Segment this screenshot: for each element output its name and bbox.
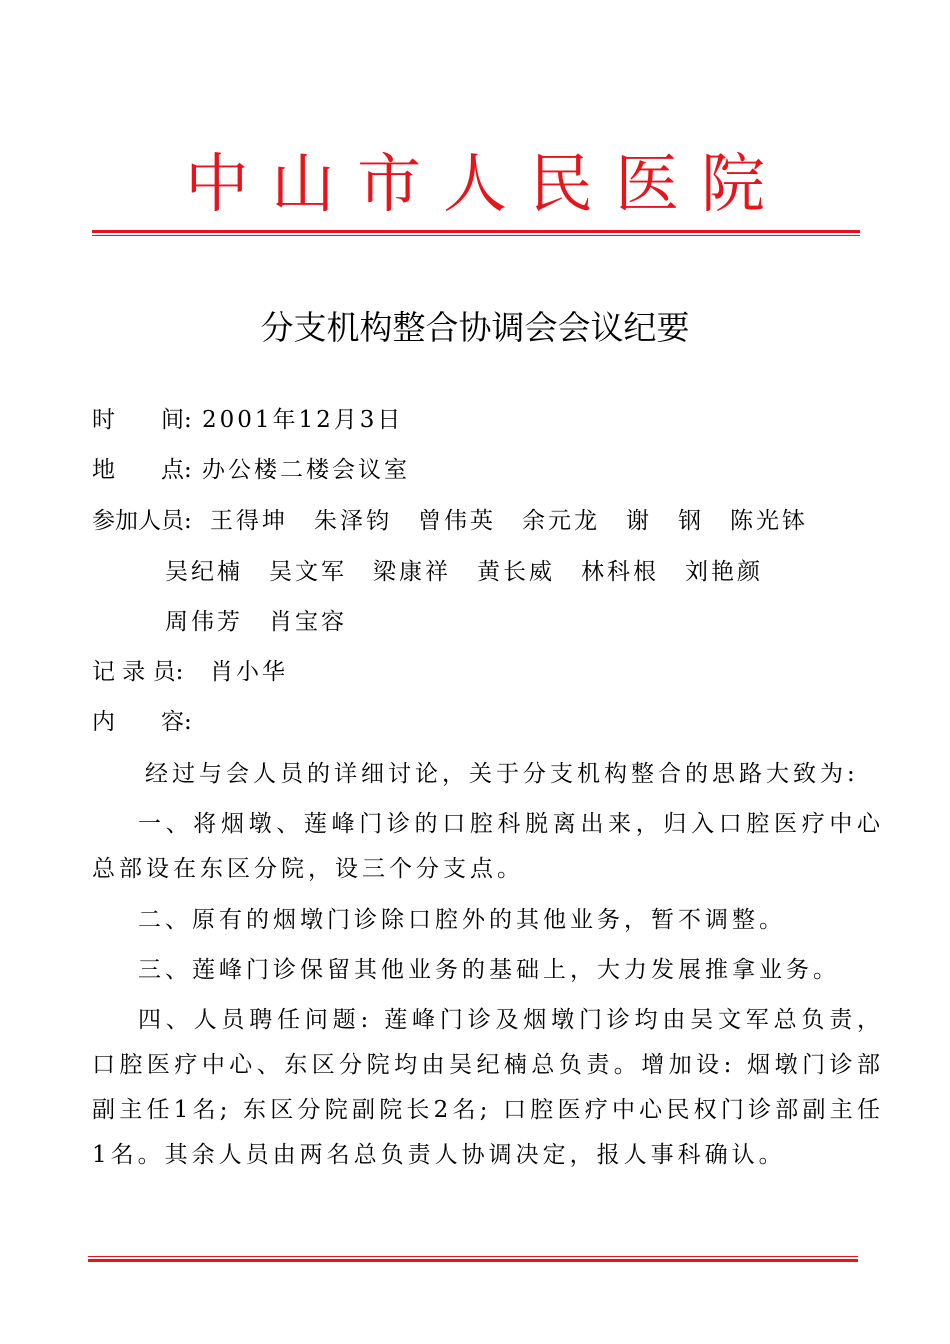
item-4-paragraph: 四、人员聘任问题: 莲峰门诊及烟墩门诊均由吴文军总负责，口腔医疗中心、东区分院均由吴纪楠总负责。增加设: 烟墩门诊部副主任1名; 东区分院副院长2名; 口腔医疗中心民权门诊部副主任1名。其余人员由两名总负责人协调决定，报人事科确认。: [92, 1007, 884, 1168]
place-label: 地 点:: [92, 457, 192, 483]
recorder-value: 肖小华: [210, 659, 288, 685]
attendees-line-2: 吴纪楠 吴文军 梁康祥 黄长威 林科根 刘艳颜: [165, 559, 763, 585]
footer-divider-thick-line: [88, 1259, 858, 1262]
document-title: 分支机构整合协调会会议纪要: [260, 308, 690, 347]
intro-paragraph: 经过与会人员的详细讨论，关于分支机构整合的思路大致为:: [145, 761, 859, 787]
header-divider: [92, 230, 860, 236]
item-3-paragraph: 三、莲峰门诊保留其他业务的基础上，大力发展推拿业务。: [138, 957, 840, 983]
header-divider-thin-line: [92, 235, 860, 236]
time-label: 时 间:: [92, 407, 192, 433]
time-field: [92, 403, 403, 437]
content-field: [92, 705, 202, 739]
attendees-line-1: 王得坤 朱泽钧 曾伟英 余元龙 谢 钢 陈光钵: [210, 508, 808, 534]
attendees-label: 参加人员:: [92, 508, 192, 534]
attendees-field: [92, 504, 808, 538]
footer-divider: [88, 1256, 858, 1262]
item-2-paragraph: 二、原有的烟墩门诊除口腔外的其他业务，暂不调整。: [138, 907, 786, 933]
recorder-field: [92, 655, 288, 689]
attendees-line-3: 周伟芳 肖宝容: [165, 609, 347, 635]
time-value: 2001年12月3日: [202, 407, 404, 433]
place-value: 办公楼二楼会议室: [202, 457, 410, 483]
content-label: 内 容:: [92, 709, 192, 735]
organization-header: 中山市人民医院: [185, 148, 787, 222]
place-field: [92, 453, 410, 487]
recorder-label: 记 录 员:: [92, 659, 184, 685]
item-1-paragraph: 一、将烟墩、莲峰门诊的口腔科脱离出来，归入口腔医疗中心总部设在东区分院，设三个分支点。: [92, 811, 884, 882]
